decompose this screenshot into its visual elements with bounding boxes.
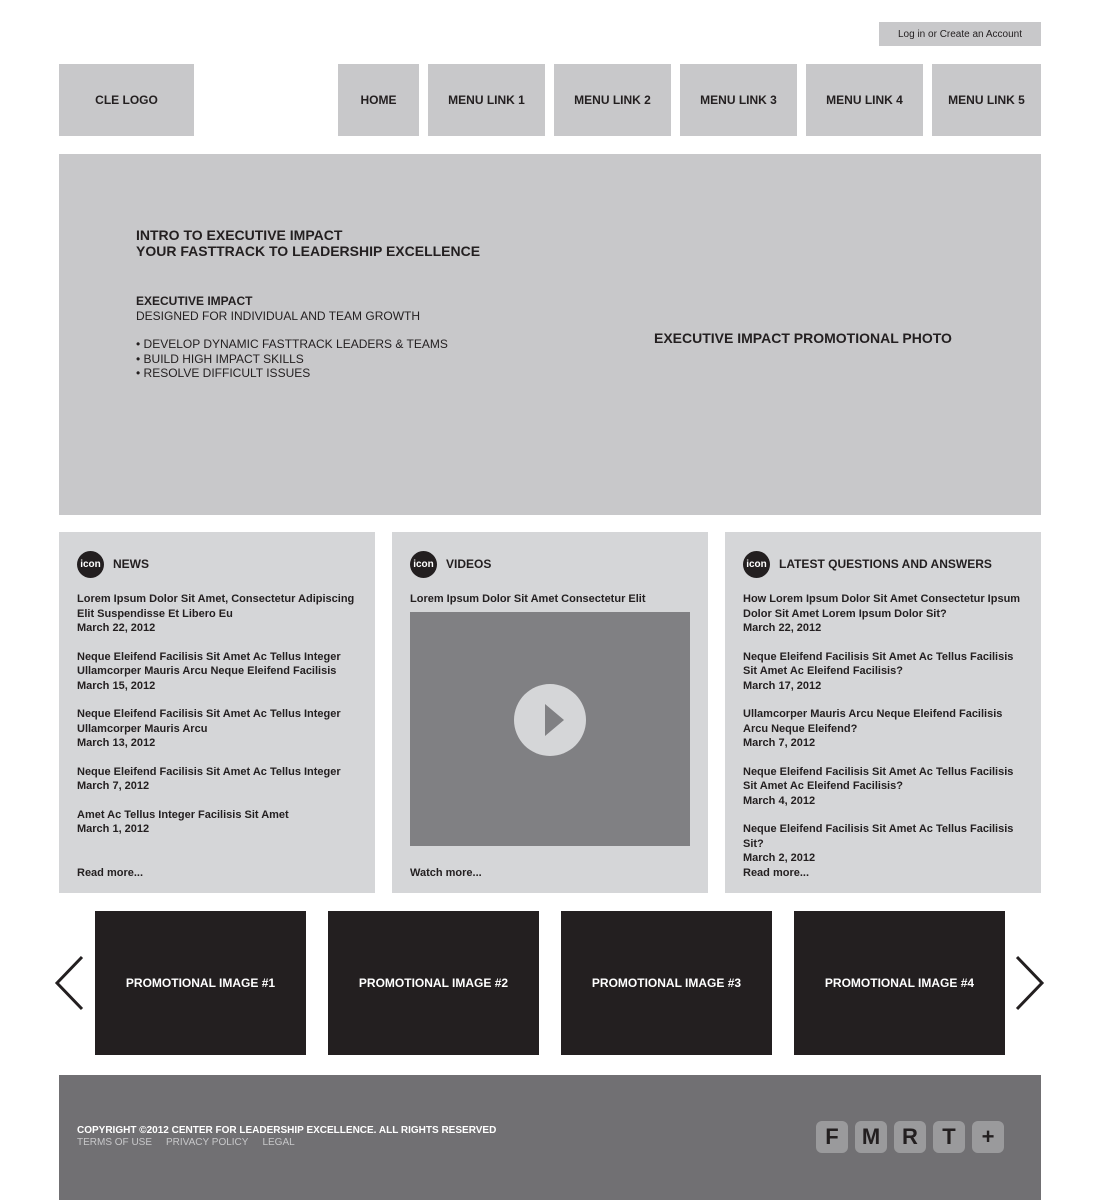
nav-menu-link-1[interactable]: MENU LINK 1 bbox=[428, 64, 545, 136]
list-item[interactable] bbox=[77, 765, 357, 794]
carousel-next-arrow[interactable] bbox=[1015, 955, 1045, 1011]
item-date: March 22, 2012 bbox=[77, 622, 156, 634]
hero-bullet: • RESOLVE DIFFICULT ISSUES bbox=[136, 366, 311, 380]
list-item[interactable] bbox=[77, 592, 357, 636]
twitter-icon[interactable]: T bbox=[933, 1121, 965, 1153]
item-title[interactable]: Neque Eleifend Facilisis Sit Amet Ac Tellus Integer bbox=[77, 765, 341, 778]
news-panel bbox=[59, 532, 375, 893]
promo-image-1[interactable]: PROMOTIONAL IMAGE #1 bbox=[95, 911, 306, 1055]
promo-image-2[interactable]: PROMOTIONAL IMAGE #2 bbox=[328, 911, 539, 1055]
hero-bullet: • BUILD HIGH IMPACT SKILLS bbox=[136, 352, 304, 366]
item-title[interactable]: Neque Eleifend Facilisis Sit Amet Ac Tellus Facilisis Sit? bbox=[743, 823, 1014, 850]
news-icon: icon bbox=[77, 551, 104, 578]
footer-privacy-link[interactable]: PRIVACY POLICY bbox=[166, 1137, 249, 1148]
hero-description: DESIGNED FOR INDIVIDUAL AND TEAM GROWTH bbox=[136, 309, 421, 323]
promo-image-4[interactable]: PROMOTIONAL IMAGE #4 bbox=[794, 911, 1005, 1055]
hero-bullet: • DEVELOP DYNAMIC FASTTRACK LEADERS & TEAMS bbox=[136, 337, 448, 351]
nav-menu-link-4[interactable]: MENU LINK 4 bbox=[806, 64, 923, 136]
list-item[interactable] bbox=[743, 822, 1023, 866]
item-title[interactable]: How Lorem Ipsum Dolor Sit Amet Consectetur Ipsum Dolor Sit Amet Lorem Ipsum Dolor Sit? bbox=[743, 593, 1021, 620]
footer-terms-link[interactable]: TERMS OF USE bbox=[77, 1137, 153, 1148]
item-date: March 7, 2012 bbox=[77, 780, 150, 792]
nav-menu-link-2[interactable]: MENU LINK 2 bbox=[554, 64, 671, 136]
video-caption: Lorem Ipsum Dolor Sit Amet Consectetur Elit bbox=[410, 593, 646, 605]
item-date: March 2, 2012 bbox=[743, 852, 816, 864]
item-title[interactable]: Amet Ac Tellus Integer Facilisis Sit Amet bbox=[77, 808, 289, 821]
item-date: March 7, 2012 bbox=[743, 737, 816, 749]
myspace-icon[interactable]: M bbox=[855, 1121, 887, 1153]
hero-subtitle: YOUR FASTTRACK TO LEADERSHIP EXCELLENCE bbox=[136, 243, 481, 259]
login-link[interactable]: Log in or Create an Account bbox=[879, 22, 1041, 46]
carousel-prev-arrow[interactable] bbox=[54, 955, 84, 1011]
list-item[interactable] bbox=[77, 808, 357, 837]
videos-panel bbox=[392, 532, 708, 893]
videos-title: VIDEOS bbox=[446, 557, 492, 571]
item-date: March 1, 2012 bbox=[77, 823, 150, 835]
qa-title: LATEST QUESTIONS AND ANSWERS bbox=[779, 557, 992, 571]
item-title[interactable]: Ullamcorper Mauris Arcu Neque Eleifend Facilisis Arcu Neque Eleifend? bbox=[743, 708, 1003, 735]
copyright: COPYRIGHT ©2012 CENTER FOR LEADERSHIP EXCELLENCE. ALL RIGHTS RESERVED bbox=[77, 1125, 497, 1136]
videos-watch-more[interactable]: Watch more... bbox=[410, 867, 482, 879]
nav-menu-link-3[interactable]: MENU LINK 3 bbox=[680, 64, 797, 136]
facebook-icon[interactable]: F bbox=[816, 1121, 848, 1153]
list-item[interactable] bbox=[743, 592, 1023, 636]
item-date: March 15, 2012 bbox=[77, 679, 156, 692]
item-date: March 13, 2012 bbox=[77, 737, 156, 749]
rss-icon[interactable]: R bbox=[894, 1121, 926, 1153]
logo[interactable]: CLE LOGO bbox=[59, 64, 194, 136]
item-date: March 22, 2012 bbox=[743, 622, 822, 634]
news-title: NEWS bbox=[113, 557, 149, 571]
list-item[interactable] bbox=[743, 650, 1023, 694]
qa-panel bbox=[725, 532, 1041, 893]
hero-banner bbox=[59, 154, 1041, 515]
hero-product: EXECUTIVE IMPACT bbox=[136, 294, 253, 308]
list-item[interactable] bbox=[743, 707, 1023, 751]
item-title[interactable]: Neque Eleifend Facilisis Sit Amet Ac Tellus Facilisis Sit Amet Ac Eleifend Facilisis? bbox=[743, 765, 1014, 792]
footer-legal-link[interactable]: LEGAL bbox=[262, 1137, 295, 1148]
share-plus-icon[interactable]: + bbox=[972, 1121, 1004, 1153]
video-player[interactable] bbox=[410, 612, 690, 846]
item-date: March 4, 2012 bbox=[743, 794, 816, 807]
play-icon[interactable] bbox=[514, 684, 586, 756]
item-date: March 17, 2012 bbox=[743, 679, 822, 692]
hero-title: INTRO TO EXECUTIVE IMPACT bbox=[136, 227, 343, 243]
nav-home[interactable]: HOME bbox=[338, 64, 419, 136]
item-title[interactable]: Neque Eleifend Facilisis Sit Amet Ac Tellus Integer Ullamcorper Mauris Arcu Neque Eleifend Facilisis bbox=[77, 650, 341, 677]
news-read-more[interactable]: Read more... bbox=[77, 867, 144, 879]
list-item[interactable] bbox=[77, 650, 357, 694]
footer bbox=[59, 1075, 1041, 1200]
item-title[interactable]: Lorem Ipsum Dolor Sit Amet, Consectetur Adipiscing Elit Suspendisse Et Libero Eu bbox=[77, 593, 355, 620]
qa-read-more[interactable]: Read more... bbox=[743, 867, 810, 879]
item-title[interactable]: Neque Eleifend Facilisis Sit Amet Ac Tellus Integer Ullamcorper Mauris Arcu bbox=[77, 708, 341, 735]
list-item[interactable] bbox=[743, 765, 1023, 809]
videos-icon: icon bbox=[410, 551, 437, 578]
item-title[interactable]: Neque Eleifend Facilisis Sit Amet Ac Tellus Facilisis Sit Amet Ac Eleifend Facilisis? bbox=[743, 650, 1014, 677]
hero-photo-placeholder: EXECUTIVE IMPACT PROMOTIONAL PHOTO bbox=[654, 330, 952, 346]
list-item[interactable] bbox=[77, 707, 357, 751]
nav-menu-link-5[interactable]: MENU LINK 5 bbox=[932, 64, 1041, 136]
promo-image-3[interactable]: PROMOTIONAL IMAGE #3 bbox=[561, 911, 772, 1055]
qa-icon: icon bbox=[743, 551, 770, 578]
